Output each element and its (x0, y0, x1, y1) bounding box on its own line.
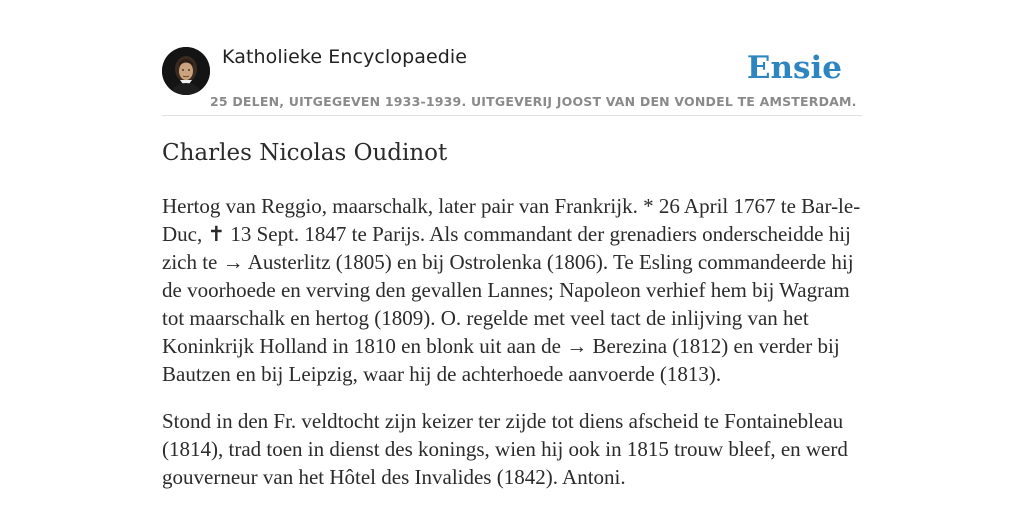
publication-subtitle: 25 DELEN, UITGEGEVEN 1933-1939. UITGEVERIJ JOOST VAN DEN VONDEL TE AMSTERDAM. (210, 94, 857, 109)
article-title: Charles Nicolas Oudinot (162, 140, 448, 166)
article-paragraph: Hertog van Reggio, maarschalk, later pair van Frankrijk. * 26 April 1767 te Bar-le-Duc, ✝ 13 Sept. 1847 te Parijs. Als commandant der grenadiers onderscheidde hij zich te → Austerlitz (1805) en bij Ostrolenka (1806). Te Esling commandeerde hij de voorhoede en verving den gevallen Lannes; Napoleon verhief hem bij Wagram tot maarschalk en hertog (1809). O. regelde met veel tact de inlijving van het Koninkrijk Holland in 1810 en blonk uit aan de → Berezina (1812) en verder bij Bautzen en bij Leipzig, waar hij de achterhoede aanvoerde (1813). (162, 194, 861, 386)
article-paragraph: Stond in den Fr. veldtocht zijn keizer ter zijde tot diens afscheid te Fontainebleau (1814), trad toen in dienst des konings, wien hij ook in 1815 trouw bleef, en werd gouverneur van het Hôtel des Invalides (1842). Antoni. (162, 409, 848, 489)
article-body (162, 192, 867, 510)
header-divider (162, 115, 862, 116)
page (162, 0, 862, 512)
portrait-avatar-icon[interactable] (162, 47, 210, 95)
publication-title[interactable]: Katholieke Encyclopaedie (222, 46, 468, 68)
header (162, 0, 862, 116)
brand-logo-link[interactable]: Ensie (746, 50, 842, 86)
